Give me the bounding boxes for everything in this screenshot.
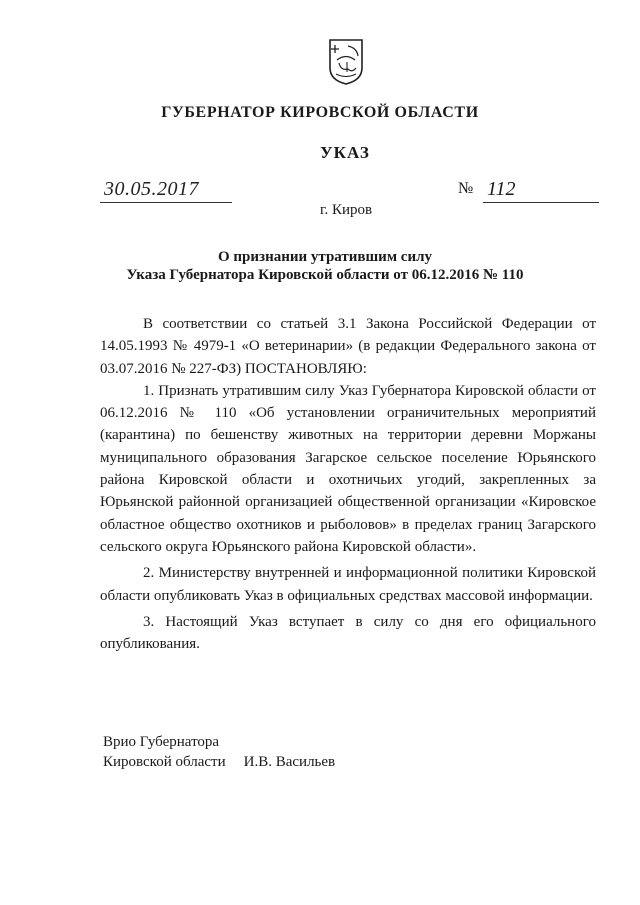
document-title-line-1: О признании утратившим силу	[218, 249, 432, 265]
document-date: 30.05.2017	[100, 178, 232, 203]
clause-1-paragraph: 1. Признать утратившим силу Указ Губернатора Кировской области от 06.12.2016 № 110 «Об установлении ограничительных мероприятий (карантина) по бешенству животных на территории деревни Моржаны муниципального образования Загарское сельское поселение Юрьянского района Кировской области и охотничьих угодий, закрепленных за Юрьянской районной организацией общественной организации «Кировское областное общество охотников и рыболовов» в пределах границ Загарского сельского округа Юрьянского района Кировской области».	[100, 382, 596, 555]
document-type: УКАЗ	[320, 143, 370, 162]
signature-block	[103, 732, 335, 772]
document-title	[0, 248, 640, 284]
document-title-line-2: Указа Губернатора Кировской области от 06.12.2016 № 110	[126, 267, 524, 283]
issuing-authority: ГУБЕРНАТОР КИРОВСКОЙ ОБЛАСТИ	[161, 104, 479, 121]
document-city: г. Киров	[320, 202, 373, 218]
kirov-region-coat-of-arms-icon	[327, 38, 365, 86]
document-number-label: №	[458, 180, 474, 197]
signatory-position-line-2	[103, 752, 335, 772]
signatory-region: Кировской области	[103, 754, 226, 770]
preamble-paragraph: В соответствии со статьей 3.1 Закона Российской Федерации от 14.05.1993 № 4979-1 «О ветеринарии» (в редакции Федерального закона от 03.07.2016 № 227-ФЗ) ПОСТАНОВЛЯЮ:	[100, 316, 596, 377]
document-body	[100, 313, 596, 655]
signatory-position-line-1: Врио Губернатора	[103, 734, 220, 750]
document-number: 112	[483, 178, 599, 203]
clause-3-paragraph: 3. Настоящий Указ вступает в силу со дня его официального опубликования.	[100, 613, 596, 653]
clause-2-paragraph: 2. Министерству внутренней и информационной политики Кировской области опубликовать Указ в официальных средствах массовой информации.	[100, 565, 596, 604]
signatory-name: И.В. Васильев	[243, 754, 336, 770]
